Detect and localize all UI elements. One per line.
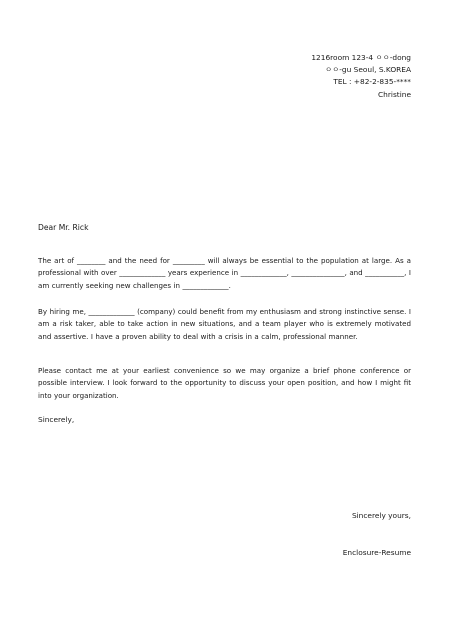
sender-address-line-2: ㅇㅇ-gu Seoul, S.KOREA <box>324 65 411 75</box>
enclosure-note: Enclosure-Resume <box>342 548 411 557</box>
body-paragraph-3: Please contact me at your earliest convenience so we may organize a brief phone conference or possible interview. I look forward to the opportunity to discuss your open position, and how I might fit into your organization. <box>38 366 411 400</box>
sender-name: Christine <box>378 89 411 99</box>
body-paragraph-1: The art of ________ and the need for _________ will always be essential to the population at large. As a professional with over _____________ years experience in _____________, _______________, and ___________, I am currently seeking new challenges in _____________. <box>38 256 411 290</box>
sender-phone: TEL : +82-2-835-**** <box>333 77 411 87</box>
sender-address-line-1: 1216room 123-4 ㅇㅇ-dong <box>311 53 411 62</box>
salutation: Dear Mr. Rick <box>38 223 89 232</box>
sender-address-block <box>311 52 411 101</box>
body-paragraph-2: By hiring me, _____________ (company) could benefit from my enthusiasm and strong instinctive sense. I am a risk taker, able to take action in new situations, and a team player who is extremely motivated and assertive. I have a proven ability to deal with a crisis in a calm, professional manner. <box>38 307 411 341</box>
closing-sincerely-yours: Sincerely yours, <box>351 511 411 520</box>
closing-sincerely: Sincerely, <box>38 415 75 424</box>
